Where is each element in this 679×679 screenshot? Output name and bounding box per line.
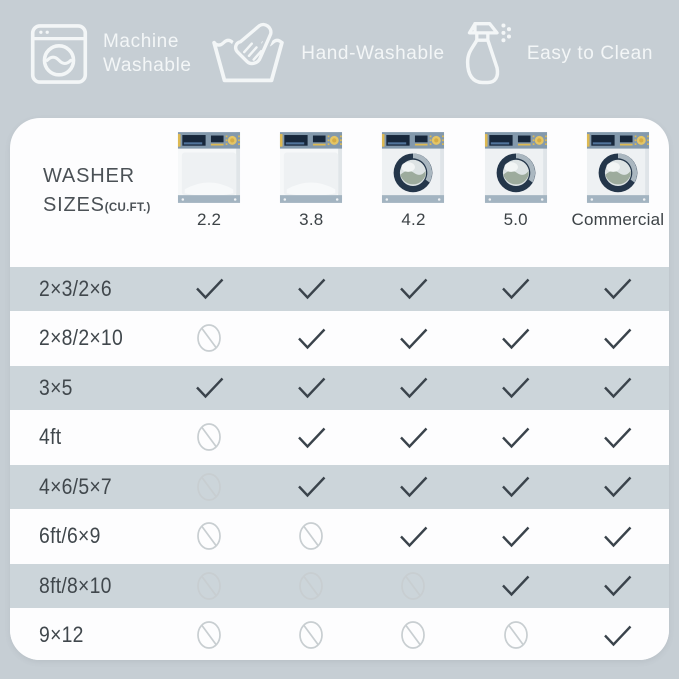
cell-compatible bbox=[567, 512, 669, 562]
checkmark-icon bbox=[295, 375, 328, 400]
checkmark-icon bbox=[499, 425, 532, 450]
badge-hand-washable-label: Hand-Washable bbox=[301, 43, 445, 65]
checkmark-icon bbox=[499, 375, 532, 400]
cell-compatible bbox=[260, 314, 362, 364]
cell-compatible bbox=[260, 366, 362, 410]
top-load-washer-image bbox=[177, 129, 241, 207]
not-suitable-icon bbox=[195, 520, 223, 552]
cell-compatible bbox=[362, 465, 464, 509]
not-suitable-icon bbox=[399, 619, 427, 651]
cell-compatible bbox=[260, 465, 362, 509]
badge-hand-washable bbox=[210, 22, 444, 86]
table-header bbox=[10, 118, 669, 264]
cell-compatible bbox=[465, 314, 567, 364]
cell-not-compatible bbox=[158, 564, 260, 608]
cell-compatible bbox=[465, 564, 567, 608]
cell-compatible bbox=[465, 366, 567, 410]
cell-compatible bbox=[260, 267, 362, 311]
cell-compatible bbox=[567, 413, 669, 463]
checkmark-icon bbox=[499, 326, 532, 351]
cell-compatible bbox=[362, 267, 464, 311]
row-size-label: 9×12 bbox=[39, 622, 84, 648]
corner-title-line1: WASHER bbox=[43, 165, 135, 187]
table-row bbox=[10, 561, 669, 611]
checkmark-icon bbox=[295, 425, 328, 450]
front-load-washer-image bbox=[381, 129, 445, 207]
cell-not-compatible bbox=[362, 564, 464, 608]
column-label: Commercial bbox=[571, 210, 665, 229]
cell-compatible bbox=[567, 564, 669, 608]
washer-size-table-card bbox=[10, 118, 669, 660]
checkmark-icon bbox=[193, 375, 226, 400]
not-suitable-icon bbox=[195, 421, 223, 453]
column-label: 3.8 bbox=[299, 210, 324, 229]
front-load-washer-image bbox=[586, 129, 650, 207]
row-size-label: 3×5 bbox=[39, 374, 73, 400]
badge-easy-to-clean-label: Easy to Clean bbox=[526, 43, 653, 65]
corner-title-line2: SIZES bbox=[43, 194, 105, 216]
cell-compatible bbox=[362, 366, 464, 410]
row-size-label: 2×3/2×6 bbox=[39, 275, 112, 301]
table-row bbox=[10, 314, 669, 364]
cell-not-compatible bbox=[260, 611, 362, 661]
table-row bbox=[10, 363, 669, 413]
not-suitable-icon bbox=[297, 619, 325, 651]
not-suitable-icon bbox=[502, 619, 530, 651]
checkmark-icon bbox=[397, 425, 430, 450]
checkmark-icon bbox=[499, 276, 532, 301]
checkmark-icon bbox=[601, 573, 634, 598]
row-size-label: 2×8/2×10 bbox=[39, 325, 123, 351]
hand-wash-icon bbox=[210, 22, 286, 86]
table-corner-title bbox=[10, 118, 158, 264]
top-load-washer-image bbox=[279, 129, 343, 207]
row-size-label: 8ft/8×10 bbox=[39, 572, 112, 598]
checkmark-icon bbox=[601, 375, 634, 400]
cell-compatible bbox=[158, 366, 260, 410]
row-size-label: 4ft bbox=[39, 424, 62, 450]
not-suitable-icon bbox=[195, 322, 223, 354]
table-row bbox=[10, 462, 669, 512]
checkmark-icon bbox=[499, 524, 532, 549]
checkmark-icon bbox=[397, 276, 430, 301]
cell-not-compatible bbox=[260, 512, 362, 562]
cell-compatible bbox=[465, 267, 567, 311]
column-label: 4.2 bbox=[401, 210, 426, 229]
table-row bbox=[10, 512, 669, 562]
column-label: 5.0 bbox=[503, 210, 528, 229]
cell-compatible bbox=[567, 267, 669, 311]
checkmark-icon bbox=[295, 474, 328, 499]
checkmark-icon bbox=[397, 326, 430, 351]
checkmark-icon bbox=[601, 276, 634, 301]
checkmark-icon bbox=[397, 375, 430, 400]
table-row bbox=[10, 264, 669, 314]
row-size-label: 6ft/6×9 bbox=[39, 523, 101, 549]
cell-not-compatible bbox=[158, 314, 260, 364]
cell-not-compatible bbox=[260, 564, 362, 608]
column-header bbox=[362, 118, 464, 264]
not-suitable-icon bbox=[297, 570, 325, 602]
washing-machine-icon bbox=[30, 23, 88, 85]
cell-compatible bbox=[465, 465, 567, 509]
column-header bbox=[260, 118, 362, 264]
checkmark-icon bbox=[295, 276, 328, 301]
checkmark-icon bbox=[397, 474, 430, 499]
column-label: 2.2 bbox=[196, 210, 222, 229]
checkmark-icon bbox=[601, 326, 634, 351]
checkmark-icon bbox=[601, 474, 634, 499]
not-suitable-icon bbox=[195, 570, 223, 602]
cell-compatible bbox=[362, 413, 464, 463]
cell-compatible bbox=[362, 512, 464, 562]
table-rows bbox=[10, 264, 669, 660]
cell-not-compatible bbox=[158, 465, 260, 509]
not-suitable-icon bbox=[195, 619, 223, 651]
cell-compatible bbox=[465, 413, 567, 463]
checkmark-icon bbox=[499, 474, 532, 499]
badge-machine-washable-label: Machine Washable bbox=[103, 31, 192, 76]
column-header bbox=[158, 118, 260, 264]
cell-compatible bbox=[567, 465, 669, 509]
cell-compatible bbox=[567, 366, 669, 410]
not-suitable-icon bbox=[195, 471, 223, 503]
cell-not-compatible bbox=[158, 413, 260, 463]
checkmark-icon bbox=[601, 623, 634, 648]
spray-bottle-icon bbox=[460, 20, 512, 88]
cell-compatible bbox=[260, 413, 362, 463]
checkmark-icon bbox=[499, 573, 532, 598]
cell-compatible bbox=[362, 314, 464, 364]
cell-compatible bbox=[465, 512, 567, 562]
badge-machine-washable bbox=[30, 23, 195, 85]
column-header bbox=[567, 118, 669, 264]
cell-compatible bbox=[158, 267, 260, 311]
checkmark-icon bbox=[193, 276, 226, 301]
cell-compatible bbox=[567, 314, 669, 364]
column-header bbox=[465, 118, 567, 264]
cell-not-compatible bbox=[362, 611, 464, 661]
table-row bbox=[10, 611, 669, 661]
row-size-label: 4×6/5×7 bbox=[39, 473, 112, 499]
not-suitable-icon bbox=[399, 570, 427, 602]
table-row bbox=[10, 413, 669, 463]
feature-badges-bar bbox=[0, 0, 679, 118]
not-suitable-icon bbox=[297, 520, 325, 552]
cell-not-compatible bbox=[465, 611, 567, 661]
corner-title-sub: (CU.FT.) bbox=[104, 202, 151, 214]
checkmark-icon bbox=[601, 425, 634, 450]
front-load-washer-image bbox=[484, 129, 548, 207]
checkmark-icon bbox=[295, 326, 328, 351]
cell-not-compatible bbox=[158, 512, 260, 562]
cell-compatible bbox=[567, 611, 669, 661]
checkmark-icon bbox=[601, 524, 634, 549]
checkmark-icon bbox=[397, 524, 430, 549]
cell-not-compatible bbox=[158, 611, 260, 661]
badge-easy-to-clean bbox=[460, 20, 653, 88]
